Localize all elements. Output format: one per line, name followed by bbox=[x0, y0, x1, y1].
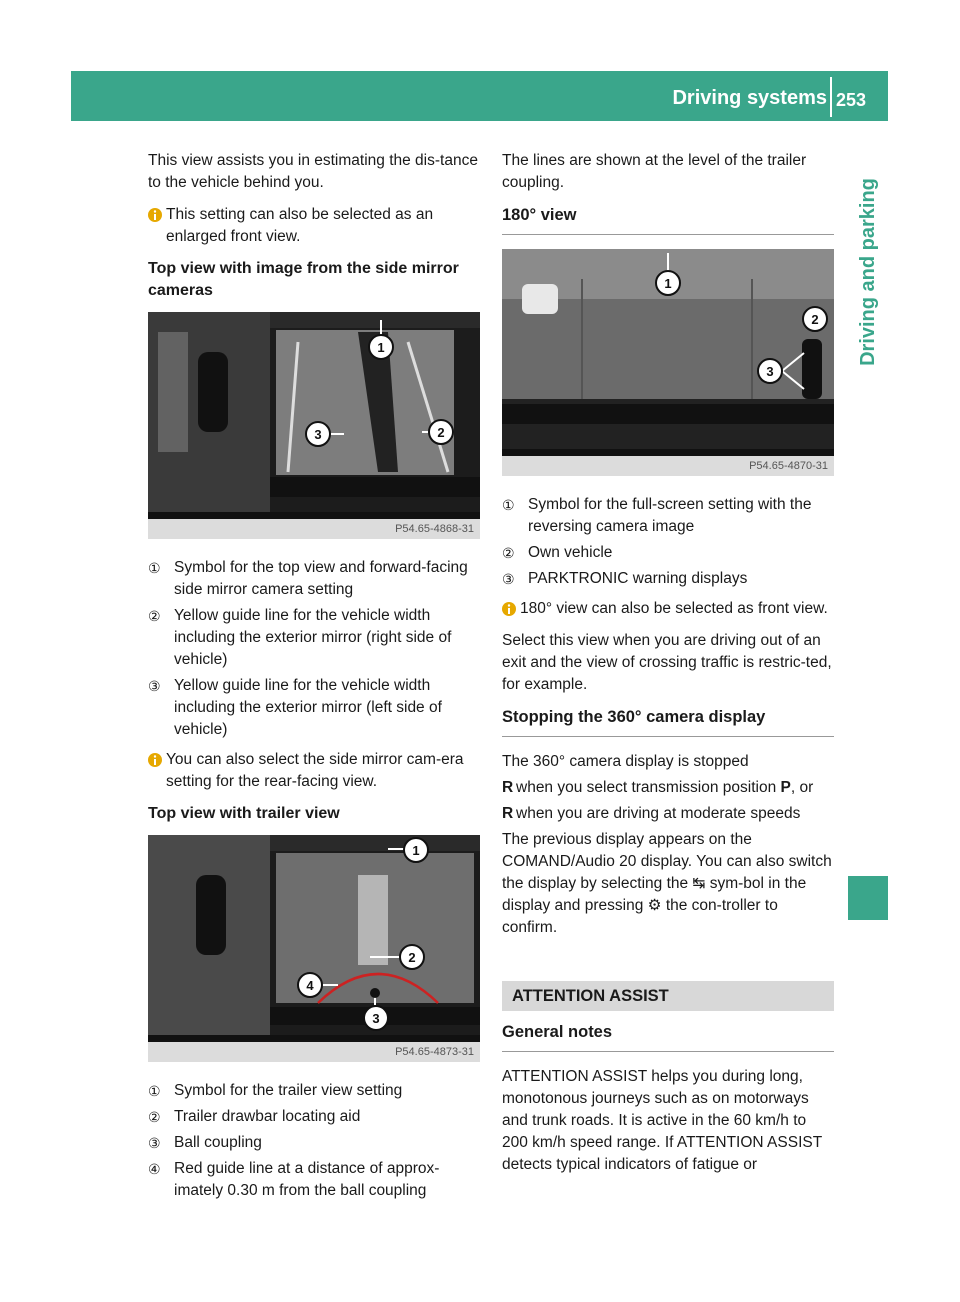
info-note: 180° view can also be selected as front view. bbox=[502, 598, 834, 620]
callout-list-1 bbox=[148, 557, 480, 741]
side-tab-marker bbox=[848, 876, 888, 920]
svg-text:2: 2 bbox=[437, 425, 445, 440]
section-title: Driving systems bbox=[672, 87, 827, 109]
svg-text:1: 1 bbox=[664, 276, 672, 291]
header-divider bbox=[830, 77, 832, 117]
body-text: The previous display appears on the COMAND/Audio 20 display. You can also switch the display by selecting the ↹ sym-bol in the display and pressing ⚙ the con-troller to confirm. bbox=[502, 831, 832, 936]
info-note: This setting can also be selected as an enlarged front view. bbox=[148, 204, 480, 248]
figure-code: P54.65-4870-31 bbox=[502, 456, 834, 476]
intro-text: The lines are shown at the level of the trailer coupling. bbox=[502, 152, 807, 191]
camera-image bbox=[148, 835, 480, 1035]
figure-code: P54.65-4868-31 bbox=[148, 519, 480, 539]
own-vehicle-icon bbox=[196, 875, 226, 955]
camera-image bbox=[148, 312, 480, 512]
info-icon bbox=[148, 752, 162, 768]
chapter-heading: ATTENTION ASSIST bbox=[502, 981, 834, 1011]
intro-text: This view assists you in estimating the dis-tance to the vehicle behind you. bbox=[148, 152, 478, 191]
body-text: Select this view when you are driving out of an exit and the view of crossing traffic is restric-ted, for example. bbox=[502, 632, 832, 693]
list-item: ② Trailer drawbar locating aid bbox=[148, 1108, 361, 1125]
callout-list-3 bbox=[502, 494, 834, 590]
list-item: ② Yellow guide line for the vehicle width including the exterior mirror (right side of vehicle) bbox=[148, 607, 452, 668]
own-vehicle-icon bbox=[802, 339, 822, 399]
list-item: ③ Yellow guide line for the vehicle width including the exterior mirror (left side of vehicle) bbox=[148, 677, 442, 738]
section-heading: Top view with image from the side mirror cameras bbox=[148, 260, 459, 299]
svg-text:2: 2 bbox=[408, 950, 416, 965]
body-text: The 360° camera display is stopped bbox=[502, 753, 749, 770]
callout-list-2 bbox=[148, 1080, 480, 1202]
section-heading: General notes bbox=[502, 1021, 834, 1052]
info-icon bbox=[502, 601, 516, 617]
left-column bbox=[148, 150, 480, 1206]
svg-text:3: 3 bbox=[314, 427, 322, 442]
side-tab-label: Driving and parking bbox=[857, 178, 879, 366]
figure-side-mirror-view bbox=[148, 312, 480, 539]
svg-text:3: 3 bbox=[372, 1011, 380, 1026]
list-item: ③ Ball coupling bbox=[148, 1134, 262, 1151]
figure-180-view bbox=[502, 249, 834, 476]
svg-text:1: 1 bbox=[377, 340, 385, 355]
section-heading: Stopping the 360° camera display bbox=[502, 706, 834, 737]
body-text: ATTENTION ASSIST helps you during long, monotonous journeys such as on motorways and trunk roads. It is active in the 60 km/h to 200 km/h speed range. If ATTENTION ASSIST detects typical indicators of fatigue or bbox=[502, 1068, 822, 1173]
list-item: ④ Red guide line at a distance of approx-imately 0.30 m from the ball coupling bbox=[148, 1160, 440, 1199]
svg-text:2: 2 bbox=[811, 312, 819, 327]
list-item: ① Symbol for the trailer view setting bbox=[148, 1082, 403, 1099]
list-item: ① Symbol for the full-screen setting with the reversing camera image bbox=[502, 496, 812, 535]
section-heading: Top view with trailer view bbox=[148, 805, 340, 822]
svg-text:3: 3 bbox=[766, 364, 774, 379]
bullet-item: R when you select transmission position P, or bbox=[502, 777, 834, 799]
svg-text:1: 1 bbox=[412, 843, 420, 858]
list-item: ② Own vehicle bbox=[502, 544, 613, 561]
section-heading: 180° view bbox=[502, 204, 834, 235]
bullet-icon: R bbox=[502, 805, 514, 822]
info-icon bbox=[148, 207, 162, 223]
svg-text:4: 4 bbox=[306, 978, 314, 993]
info-note: You can also select the side mirror cam-era setting for the rear-facing view. bbox=[148, 749, 480, 793]
bullet-item: R when you are driving at moderate speeds bbox=[502, 803, 834, 825]
figure-code: P54.65-4873-31 bbox=[148, 1042, 480, 1062]
list-item: ① Symbol for the top view and forward-facing side mirror camera setting bbox=[148, 559, 468, 598]
figure-trailer-view bbox=[148, 835, 480, 1062]
bullet-icon: R bbox=[502, 779, 514, 796]
right-column bbox=[502, 150, 834, 1186]
camera-image bbox=[502, 249, 834, 449]
list-item: ③ PARKTRONIC warning displays bbox=[502, 570, 748, 587]
own-vehicle-icon bbox=[198, 352, 228, 432]
page-number: 253 bbox=[836, 90, 867, 110]
